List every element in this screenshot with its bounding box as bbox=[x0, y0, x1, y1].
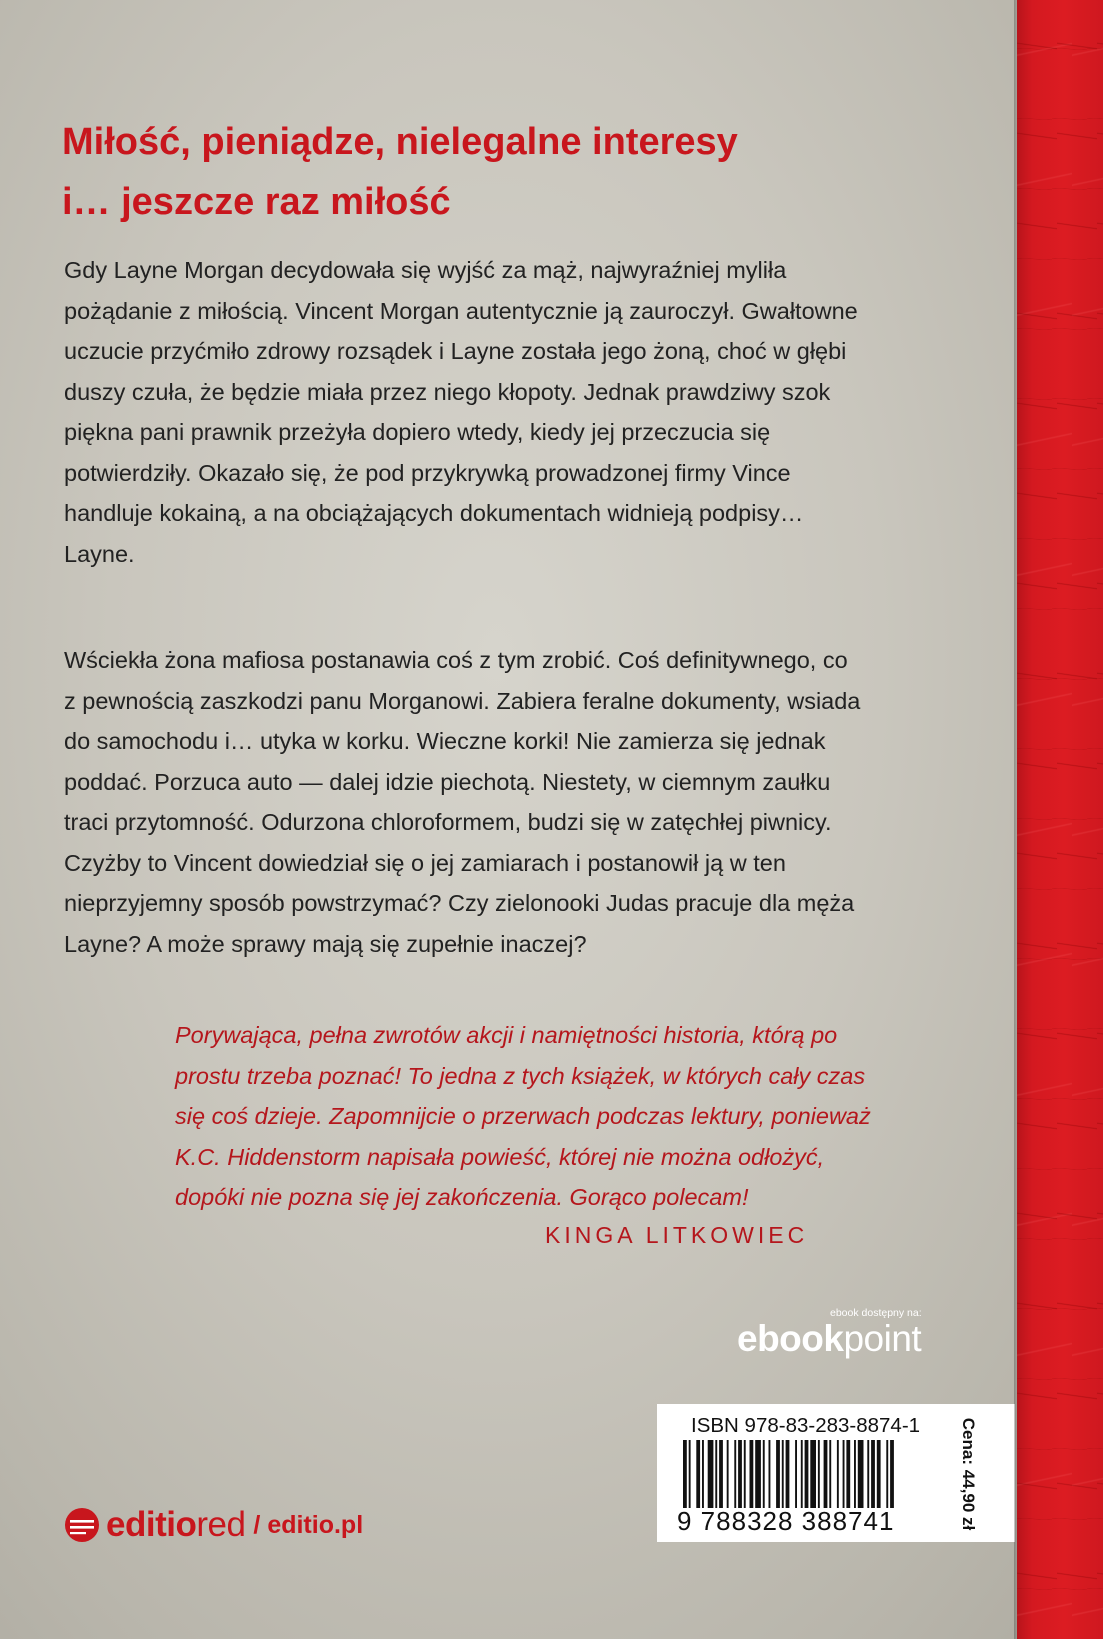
publisher-footer bbox=[64, 1505, 363, 1545]
book-spine bbox=[1017, 0, 1103, 1639]
publisher-name-main: editio bbox=[106, 1505, 197, 1544]
editio-logo-icon bbox=[64, 1507, 100, 1543]
blurb-line: traci przytomność. Odurzona chloroformem, budzi się w zatęchłej piwnicy. bbox=[64, 809, 832, 835]
ebookpoint-logo bbox=[737, 1318, 921, 1360]
blurb-line: z pewnością zaszkodzi panu Morganowi. Zabiera feralne dokumenty, wsiada bbox=[64, 687, 861, 714]
quote-line: Porywająca, pełna zwrotów akcji i namiętności historia, którą po bbox=[175, 1022, 838, 1048]
blurb-line: handluje kokainą, a na obciążających dokumentach widnieją podpisy… bbox=[64, 500, 804, 526]
headline-line-2: i… jeszcze raz miłość bbox=[62, 181, 451, 223]
quote-line: K.C. Hiddenstorm napisała powieść, której nie można odłożyć, bbox=[175, 1143, 825, 1170]
blurb-paragraph-1 bbox=[64, 250, 964, 574]
headline-line-1: Miłość, pieniądze, nielegalne interesy bbox=[62, 121, 738, 163]
quote-line: prostu trzeba poznać! To jedna z tych książek, w których cały czas bbox=[175, 1062, 866, 1089]
blurb-line: Layne. bbox=[64, 540, 135, 567]
quote-line: dopóki nie pozna się jej zakończenia. Gorąco polecam! bbox=[175, 1184, 749, 1210]
quote-author: KINGA LITKOWIEC bbox=[545, 1222, 809, 1248]
blurb-line: duszy czuła, że będzie miała przez niego kłopoty. Jednak prawdziwy szok bbox=[64, 378, 831, 405]
barcode-box bbox=[657, 1404, 1015, 1542]
blurb-line: nieprzyjemny sposób powstrzymać? Czy zielonooki Judas pracuje dla męża bbox=[64, 890, 855, 916]
blurb-line: poddać. Porzuca auto — dalej idzie piechotą. Niestety, w ciemnym zaułku bbox=[64, 768, 831, 795]
publisher-site: / editio.pl bbox=[253, 1510, 364, 1539]
blurb-line: Wściekła żona mafiosa postanawia coś z tym zrobić. Coś definitywnego, co bbox=[64, 647, 848, 673]
headline bbox=[62, 112, 962, 232]
publisher-name-accent: red bbox=[196, 1505, 246, 1544]
review-quote bbox=[175, 1015, 935, 1218]
ebookpoint-logo-bold: ebook bbox=[737, 1318, 844, 1359]
blurb-line: Layne? A może sprawy mają się zupełnie inaczej? bbox=[64, 930, 587, 957]
quote-line: się coś dzieje. Zapomnijcie o przerwach podczas lektury, ponieważ bbox=[175, 1103, 871, 1129]
blurb-line: uczucie przyćmiło zdrowy rozsądek i Layne została jego żoną, choć w głębi bbox=[64, 338, 847, 364]
blurb-line: pożądanie z miłością. Vincent Morgan autentycznie ją zauroczył. Gwałtowne bbox=[64, 297, 858, 324]
blurb-line: potwierdziły. Okazało się, że pod przykrywką prowadzonej firmy Vince bbox=[64, 459, 791, 486]
isbn-text: ISBN 978-83-283-8874-1 bbox=[691, 1414, 921, 1437]
barcode-digits: 9 788328 388741 bbox=[677, 1506, 895, 1536]
blurb-paragraph-2 bbox=[64, 640, 964, 964]
blurb-line: Gdy Layne Morgan decydowała się wyjść za mąż, najwyraźniej myliła bbox=[64, 257, 787, 283]
publisher-name bbox=[106, 1505, 245, 1545]
ebookpoint-logo-light: point bbox=[843, 1318, 922, 1359]
blurb-line: Czyżby to Vincent dowiedział się o jej zamiarach i postanowił ją w ten bbox=[64, 849, 786, 876]
price-label: Cena: 44,90 zł bbox=[959, 1417, 978, 1531]
barcode-icon bbox=[683, 1440, 955, 1508]
blurb-line: piękna pani prawnik przeżyła dopiero wtedy, kiedy jej przeczucia się bbox=[64, 419, 771, 445]
ebook-available-label: ebook dostępny na: bbox=[830, 1307, 922, 1319]
blurb-line: do samochodu i… utyka w korku. Wieczne korki! Nie zamierza się jednak bbox=[64, 728, 826, 754]
